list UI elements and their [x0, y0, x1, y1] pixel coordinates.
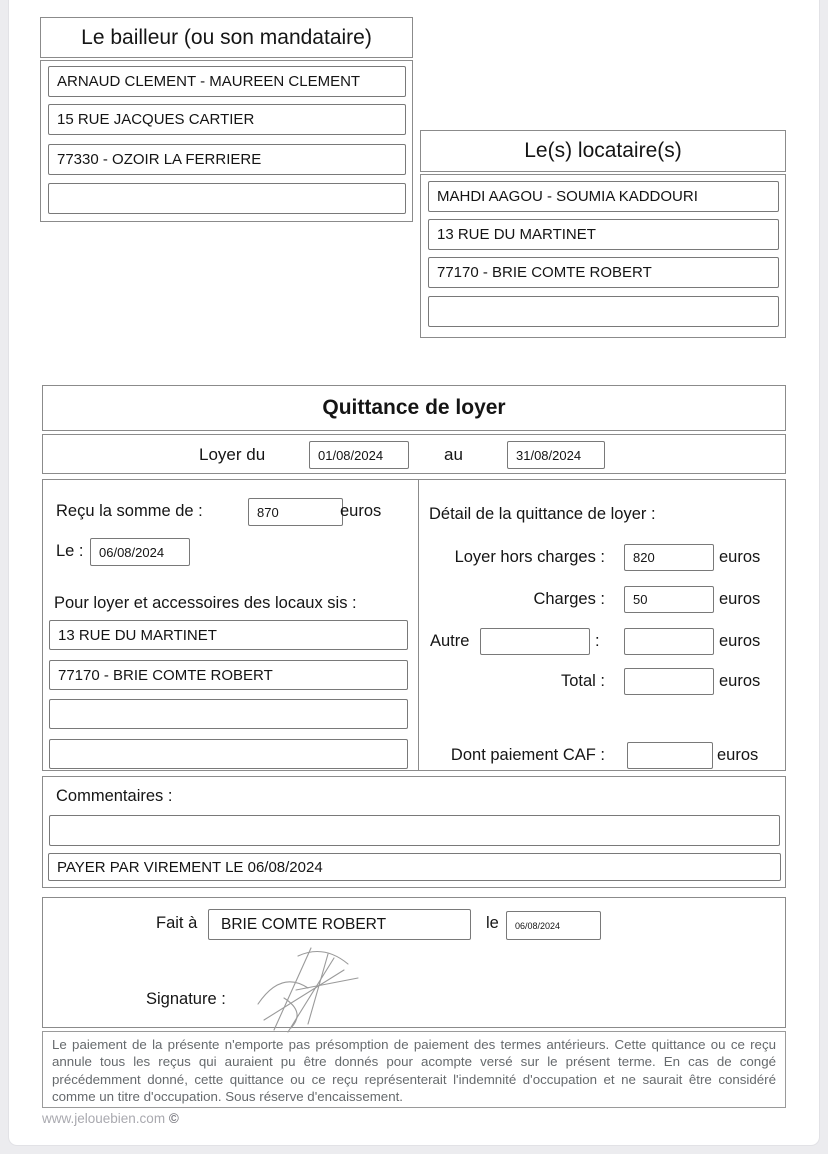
loyer-hc-field[interactable]	[624, 544, 714, 571]
bailleur-street-field[interactable]	[48, 104, 406, 135]
commentaires-section	[42, 776, 786, 888]
total-label: Total :	[560, 672, 605, 690]
total-euros-label: euros	[719, 672, 761, 690]
detail-title-label: Détail de la quittance de loyer :	[429, 505, 656, 523]
caf-field[interactable]	[627, 742, 713, 769]
loyer-hc-euros-label: euros	[719, 548, 761, 566]
autre-euros-label: euros	[719, 632, 761, 650]
copyright-icon: ©	[168, 1111, 179, 1126]
locataire-name-field[interactable]	[428, 181, 779, 212]
somme-euros-label: euros	[340, 502, 382, 520]
loyer-hc-label: Loyer hors charges :	[454, 548, 605, 566]
locataire-title-box	[420, 130, 786, 172]
bailleur-city-field[interactable]	[48, 144, 406, 175]
autre-amount-field[interactable]	[624, 628, 714, 655]
quittance-title-box	[42, 385, 786, 431]
footer-site: www.jelouebien.com	[42, 1111, 166, 1126]
commentaires-line1-field[interactable]	[49, 815, 780, 846]
locaux-extra1-field[interactable]	[49, 699, 408, 729]
locataire-extra-field[interactable]	[428, 296, 779, 327]
locaux-city-field[interactable]	[49, 660, 408, 690]
bailleur-name-field[interactable]	[48, 66, 406, 97]
signature-label: Signature :	[146, 990, 226, 1008]
locaux-extra2-field[interactable]	[49, 739, 408, 769]
autre-label: Autre	[430, 632, 470, 650]
legal-text: Le paiement de la présente n'emporte pas présomption de paiement des termes antérieurs. Cette quittance ou ce reçu annule tous les reçus qui auraient pu être donnés pour acompte versé sur le présent terme. En cas de congé précédemment donné, cette quittance ou ce reçu représenterait l'indemnité d'occupation et ne saurait être considéré comme un titre d'occupation. Sous réserve d'encaissement.	[42, 1031, 786, 1108]
detail-column	[418, 480, 786, 770]
locaux-sis-label: Pour loyer et accessoires des locaux sis :	[54, 594, 357, 612]
fait-le-date-field[interactable]	[506, 911, 601, 940]
charges-euros-label: euros	[719, 590, 761, 608]
locataire-city-field[interactable]	[428, 257, 779, 288]
commentaires-label: Commentaires :	[56, 787, 173, 805]
signature-scribble	[236, 942, 386, 1034]
locataire-fields-box	[420, 174, 786, 338]
commentaires-line2-field[interactable]	[48, 853, 781, 881]
fait-a-label: Fait à	[156, 914, 198, 932]
caf-euros-label: euros	[717, 746, 759, 764]
locataire-title: Le(s) locataire(s)	[524, 139, 682, 162]
total-field[interactable]	[624, 668, 714, 695]
details-section	[42, 479, 786, 771]
date-paiement-field[interactable]	[90, 538, 190, 566]
fait-a-field[interactable]	[208, 909, 471, 940]
locataire-street-field[interactable]	[428, 219, 779, 250]
locaux-street-field[interactable]	[49, 620, 408, 650]
autre-colon-label: :	[595, 632, 600, 650]
bailleur-extra-field[interactable]	[48, 183, 406, 214]
bailleur-title-box	[40, 17, 413, 58]
footer	[42, 1111, 179, 1126]
periode-start-field[interactable]	[309, 441, 409, 469]
caf-label: Dont paiement CAF :	[450, 746, 605, 764]
somme-field[interactable]	[248, 498, 343, 526]
quittance-title: Quittance de loyer	[322, 396, 506, 419]
bailleur-fields-box	[40, 60, 413, 222]
loyer-du-label: Loyer du	[199, 445, 266, 464]
autre-name-field[interactable]	[480, 628, 590, 655]
fait-le-label: le	[486, 914, 499, 932]
bailleur-title: Le bailleur (ou son mandataire)	[81, 25, 372, 49]
charges-field[interactable]	[624, 586, 714, 613]
recu-somme-label: Reçu la somme de :	[56, 502, 203, 520]
au-label: au	[444, 445, 463, 464]
charges-label: Charges :	[533, 590, 605, 608]
periode-end-field[interactable]	[507, 441, 605, 469]
periode-row	[42, 434, 786, 474]
signature-section	[42, 897, 786, 1028]
le-date-label: Le :	[56, 542, 84, 560]
